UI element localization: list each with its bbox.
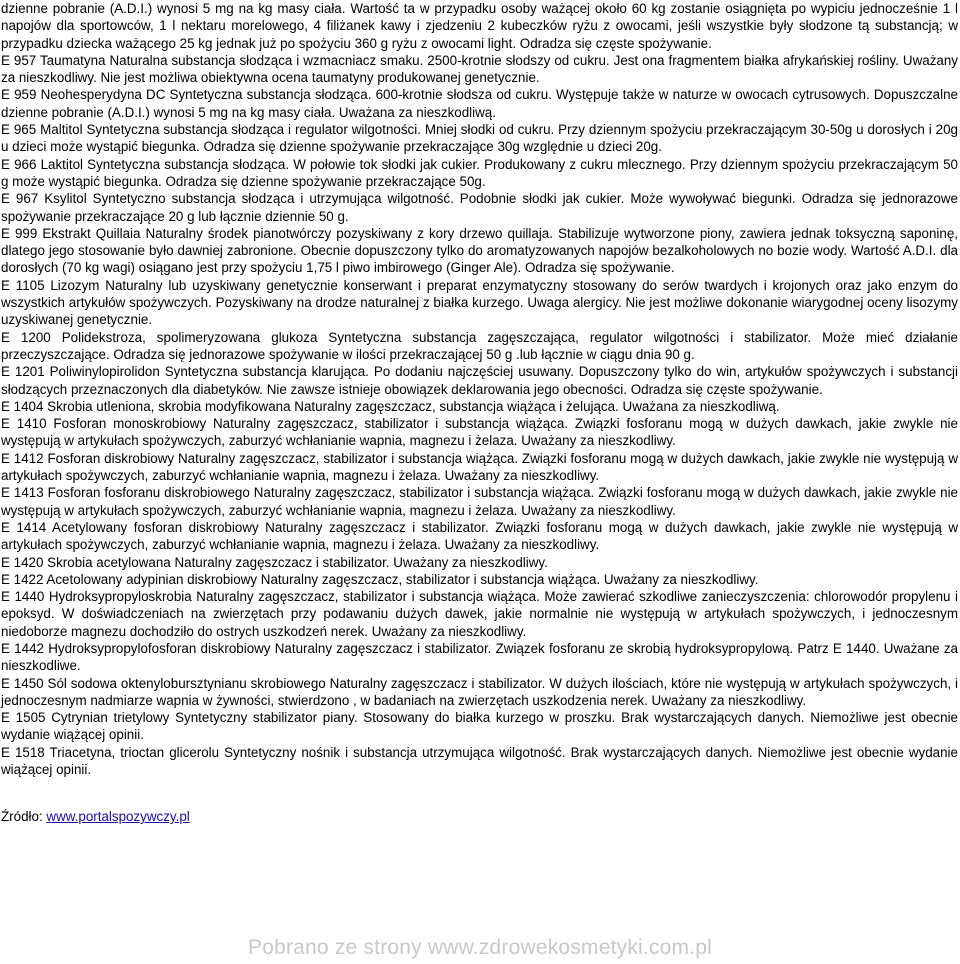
additive-entry: [1, 225, 958, 277]
additive-description: Polidekstroza, spolimeryzowana glukoza Syntetyczna substancja zagęszczająca, regulator wilgotności i stabilizator. Może mieć działanie przeczyszczające. Odradza się jednorazowe spożywanie w ilości przekraczającej 50 g .lub łącznie w ciągu dnia 90 g.: [1, 329, 958, 362]
additive-entry: [1, 744, 958, 779]
additive-code: E 1422: [1, 571, 44, 587]
intro-paragraph: dzienne pobranie (A.D.I.) wynosi 5 mg na kg masy ciała. Wartość ta w przypadku osoby ważącej około 60 kg zostanie osiągnięta po wypiciu jednocześnie 1 l napojów dla sportowców, 1 l nektaru morelowego, 4 filiżanek kawy i zjedzeniu 2 kubeczków ryżu z owocami, jeśli wszystkie były słodzone tą substancją; w przypadku dziecka ważącego 25 kg jednak już po spożyciu 360 g ryżu z owocami light. Odradza się częste spożywanie.: [1, 1, 958, 51]
source-line: [1, 808, 958, 825]
additive-entry: [1, 329, 958, 364]
additive-code: E 1420: [1, 554, 44, 570]
additive-description: Ksylitol Syntetyczno substancja słodząca i utrzymująca wilgotność. Podobnie słodki jak cukier. Może wywoływać biegunki. Odradza się jednorazowe spożywanie przekraczające 20 g lub łącznie dziennie 50 g.: [1, 191, 958, 224]
additive-entry: [1, 277, 958, 329]
additive-description: Sól sodowa oktenylobursztynianu skrobiowego Naturalny zagęszczacz i stabilizator. W dużych ilościach, które nie występują w artykułach spożywczych, i jednoczesnym nadmiarze wapnia w żywności, stwierdzono , w badaniach na zwierzętach uszkodzenia nerek. Uważany za nieszkodliwy.: [1, 675, 958, 708]
additive-description: Skrobia utleniona, skrobia modyfikowana Naturalny zagęszczacz, substancja wiążąca i żelująca. Uważana za nieszkodliwą.: [43, 398, 780, 414]
source-label: Źródło:: [1, 809, 47, 825]
additive-entry: [1, 190, 958, 225]
additive-entry: [1, 52, 958, 87]
additive-code: E 1442: [1, 640, 44, 656]
additive-code: E 1505: [1, 710, 46, 726]
additive-code: E 959: [1, 87, 37, 103]
additive-code: E 966: [1, 156, 37, 172]
additive-code: E 1440: [1, 589, 45, 605]
additive-entry: [1, 415, 958, 450]
additive-entry: [1, 121, 958, 156]
additive-code: E 965: [1, 122, 37, 138]
additive-entry: [1, 484, 958, 519]
additive-description: Fosforan monoskrobiowy Naturalny zagęszczacz, stabilizator i substancja wiążąca. Związki fosforanu mogą w dużych dawkach, jakie zwykle nie występują w artykułach spożywczych, zaburzyć wchłanianie wapnia, magnezu i żelaza. Uważany za nieszkodliwy.: [1, 416, 958, 449]
additive-entry: [1, 588, 958, 640]
document-body: [1, 0, 958, 826]
additive-entry: [1, 86, 958, 121]
additive-code: E 957: [1, 52, 37, 68]
additive-description: Maltitol Syntetyczna substancja słodząca i regulator wilgotności. Mniej słodki od cukru. Przy dziennym spożyciu przekraczającym 30-50g u dorosłych i 20g u dzieci może wystąpić biegunka. Odradza się dzienne spożywanie przekraczające 30g względnie u dzieci 20g.: [1, 122, 958, 155]
additive-entry: [1, 450, 958, 485]
additive-entry: [1, 398, 958, 415]
additive-entry: [1, 709, 958, 744]
additive-entry: [1, 156, 958, 191]
additive-description: Hydroksypropyloskrobia Naturalny zagęszczacz, stabilizator i substancja wiążąca. Może zawierać szkodliwe zanieczyszczenia: chlorowodór propylenu i epoksyd. W doświadczeniach na zwierzętach przy podawaniu dużych dawek, jakie normalnie nie występują w artykułach spożywczych, i jednoczesnym niedoborze magnezu dochodziło do ostrych uszkodzeń nerek. Uważany za nieszkodliwy.: [1, 589, 958, 639]
additive-description: Fosforan fosforanu diskrobiowego Naturalny zagęszczacz, stabilizator i substancja wiążąca. Związki fosforanu mogą w dużych dawkach, jakie zwykle nie występują w artykułach spożywczych, zaburzyć wchłanianie wapnia, magnezu i żelaza. Uważany za nieszkodliwy.: [1, 485, 958, 518]
source-link[interactable]: www.portalspozywczy.pl: [46, 809, 190, 825]
additive-code: E 1201: [1, 364, 45, 380]
additive-entry: [1, 640, 958, 675]
additive-entry: [1, 571, 958, 588]
additive-description: Acetolowany adypinian diskrobiowy Naturalny zagęszczacz, stabilizator i substancja wiążąca. Uważany za nieszkodliwy.: [43, 571, 759, 587]
additive-description: Laktitol Syntetyczna substancja słodząca. W połowie tok słodki jak cukier. Produkowany z cukru mlecznego. Przy dziennym spożyciu przekraczającym 50 g może wystąpić biegunka. Odradza się dzienne spożywanie przekraczające 50g.: [1, 156, 958, 189]
additive-description: Lizozym Naturalny lub uzyskiwany genetycznie konserwant i preparat enzymatyczny stosowany do serów twardych i krojonych oraz jako enzym do wszystkich artykułów spożywczych. Pozyskiwany na drodze naturalnej z białka kurzego. Uwaga alergicy. Nie jest możliwe dokonanie wiarygodnej oceny lisozymy uzyskiwanej genetycznie.: [1, 277, 958, 328]
additive-description: Fosforan diskrobiowy Naturalny zagęszczacz, stabilizator i substancja wiążąca. Związki fosforanu mogą w dużych dawkach, jakie zwykle nie występują w artykułach spożywczych, zaburzyć wchłanianie wapnia, magnezu i żelaza. Uważany za nieszkodliwy.: [1, 450, 958, 484]
additive-list: [1, 52, 958, 778]
additive-code: E 1412: [1, 450, 44, 466]
additive-description: Neohesperydyna DC Syntetyczna substancja słodząca. 600-krotnie słodsza od cukru. Występuje także w naturze w owocach cytrusowych. Dopuszczalne dzienne pobranie (A.D.I.) wynosi 5 mg na kg masy ciała. Uważana za nieszkodliwą.: [1, 87, 958, 120]
additive-code: E 1518: [1, 744, 45, 760]
additive-code: E 1404: [1, 398, 44, 414]
additive-code: E 967: [1, 191, 39, 207]
additive-entry: [1, 675, 958, 710]
additive-code: E 1410: [1, 416, 47, 432]
additive-code: E 1413: [1, 485, 44, 501]
additive-entry: [1, 554, 958, 571]
additive-code: E 999: [1, 225, 38, 241]
additive-description: Acetylowany fosforan diskrobiowy Naturalny zagęszczacz i stabilizator. Związki fosforanu mogą w dużych dawkach, jakie zwykle nie występują w artykułach spożywczych, zaburzyć wchłanianie wapnia, magnezu i żelaza. Uważany za nieszkodliwy.: [1, 519, 958, 553]
additive-description: Triacetyna, trioctan glicerolu Syntetyczny nośnik i substancja utrzymująca wilgotność. Brak wystarczających danych. Niemożliwe jest obecnie wydanie wiążącej opinii.: [1, 744, 958, 778]
additive-description: Skrobia acetylowana Naturalny zagęszczacz i stabilizator. Uważany za nieszkodliwy.: [43, 554, 548, 570]
additive-description: Poliwinylopirolidon Syntetyczna substancja klarująca. Po dodaniu najczęściej usuwany. Dopuszczony tylko do win, artykułów spożywczych i substancji słodzących przeznaczonych dla diabetyków. Nie zawsze istnieje obowiązek deklarowania jego obecności. Odradza się częste spożywanie.: [1, 364, 958, 397]
additive-code: E 1105: [1, 277, 45, 293]
additive-code: E 1414: [1, 519, 47, 535]
additive-entry: [1, 519, 958, 554]
additive-description: Cytrynian trietylowy Syntetyczny stabilizator piany. Stosowany do białka kurzego w proszku. Brak wystarczających danych. Niemożliwe jest obecnie wydanie wiążącej opinii.: [1, 710, 958, 743]
additive-description: Ekstrakt Quillaia Naturalny środek pianotwórczy pozyskiwany z kory drzewo quillaja. Stabilizuje wytworzone piony, zawiera jednak toksyczną saponinę, dlatego jego stosowanie było dawniej zabronione. Obecnie dopuszczony tylko do aromatyzowanych napojów bezalkoholowych no bozie wody. Wartość A.D.I. dla dorosłych (70 kg wagi) osiągano jest przy spożyciu 1,75 l piwo imbirowego (Ginger Ale). Odradza się spożywanie.: [1, 225, 958, 276]
additive-description: Hydroksypropylofosforan diskrobiowy Naturalny zagęszczacz i stabilizator. Związek fosforanu ze skrobią hydroksypropylową. Patrz E 1440. Uważane za nieszkodliwe.: [1, 640, 958, 674]
additive-code: E 1450: [1, 675, 44, 691]
additive-description: Taumatyna Naturalna substancja słodząca i wzmacniacz smaku. 2500-krotnie słodszy od cukru. Jest ona fragmentem białka afrykańskiej rośliny. Uważany za nieszkodliwy. Nie jest możliwa obiektywna ocena taumatyny produkowanej genetycznie.: [1, 52, 958, 86]
additive-entry: [1, 363, 958, 398]
additive-code: E 1200: [1, 329, 51, 345]
download-footer: Pobrano ze strony www.zdrowekosmetyki.com.pl: [248, 936, 712, 959]
